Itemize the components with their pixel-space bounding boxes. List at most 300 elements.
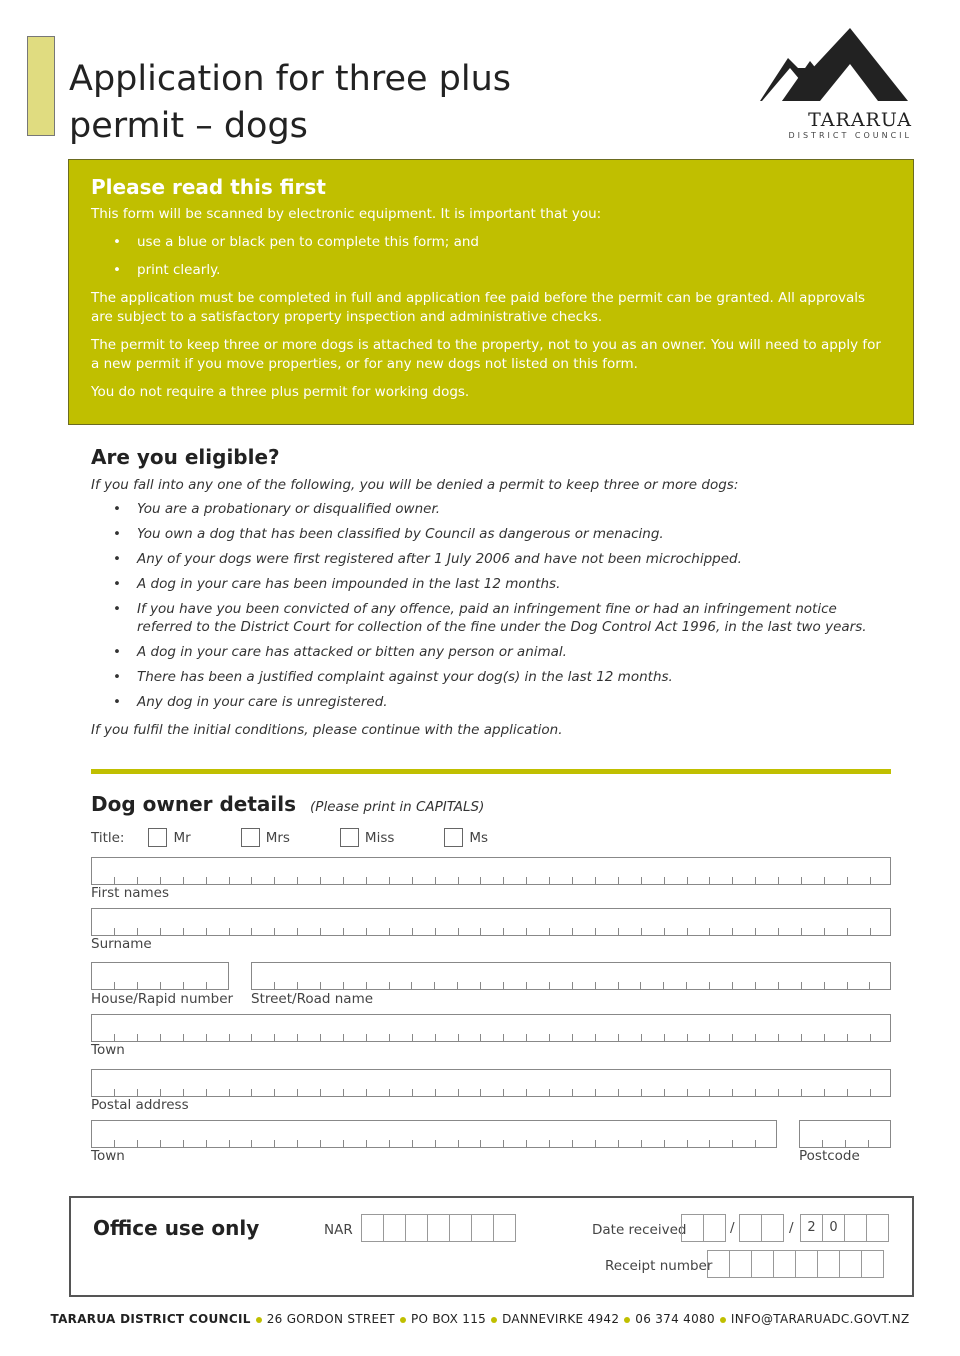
comb-tick (389, 1140, 390, 1147)
comb-tick (320, 928, 321, 935)
comb-tick (664, 1034, 665, 1041)
comb-tick (503, 1140, 504, 1147)
comb-tick (732, 877, 733, 884)
comb-tick (847, 1089, 848, 1096)
comb-tick (801, 928, 802, 935)
comb-tick (640, 982, 641, 989)
char-box[interactable] (795, 1250, 818, 1278)
eligibility-item: • A dog in your care has been impounded in the last 12 months. (113, 575, 891, 593)
comb-tick (229, 928, 230, 935)
comb-tick (618, 1034, 619, 1041)
comb-tick (641, 877, 642, 884)
house-number-input[interactable] (91, 962, 229, 990)
comb-tick (320, 1089, 321, 1096)
council-logo (760, 28, 912, 140)
title-option-ms[interactable] (444, 828, 488, 847)
comb-tick (870, 928, 871, 935)
comb-tick (206, 1140, 207, 1147)
eligibility-item: • You are a probationary or disqualified owner. (113, 500, 891, 518)
eligibility-item: • If you have you been convicted of any offence, paid an infringement fine or had an infringement notice referred to the District Court for collection of the fine under the Dog Control Act 1996, in the last two years. (113, 600, 891, 636)
page-title (69, 56, 589, 150)
char-box[interactable] (427, 1214, 450, 1242)
comb-tick (480, 1034, 481, 1041)
postcode-input[interactable] (799, 1120, 891, 1148)
postcode-label: Postcode (799, 1148, 860, 1164)
comb-tick (595, 928, 596, 935)
comb-tick (320, 1034, 321, 1041)
comb-tick (183, 1034, 184, 1041)
comb-tick (732, 1140, 733, 1147)
owner-heading: Dog owner details (91, 792, 297, 816)
comb-tick (824, 1034, 825, 1041)
comb-tick (755, 982, 756, 989)
footer-email: INFO@TARARUADC.GOVT.NZ (730, 1312, 910, 1326)
checkbox[interactable] (241, 828, 260, 847)
comb-tick (618, 1140, 619, 1147)
comb-tick (709, 877, 710, 884)
comb-tick (389, 1089, 390, 1096)
comb-tick (870, 1089, 871, 1096)
comb-tick (732, 928, 733, 935)
comb-tick (822, 1140, 823, 1147)
eligibility-item: • There has been a justified complaint against your dog(s) in the last 12 months. (113, 668, 891, 686)
comb-tick (251, 928, 252, 935)
comb-tick (663, 982, 664, 989)
comb-tick (297, 1089, 298, 1096)
comb-tick (549, 877, 550, 884)
comb-tick (389, 877, 390, 884)
comb-tick (801, 1034, 802, 1041)
comb-tick (870, 877, 871, 884)
logo-name: TARARUA (808, 109, 912, 131)
comb-tick (183, 877, 184, 884)
title-line-2: permit – dogs (69, 106, 308, 146)
char-box[interactable] (707, 1250, 730, 1278)
comb-tick (687, 877, 688, 884)
comb-tick (549, 928, 550, 935)
comb-tick (503, 928, 504, 935)
comb-tick (595, 1034, 596, 1041)
comb-tick (458, 1140, 459, 1147)
comb-tick (778, 877, 779, 884)
comb-tick (755, 928, 756, 935)
comb-tick (709, 1140, 710, 1147)
eligibility-heading: Are you eligible? (91, 445, 280, 469)
comb-tick (458, 928, 459, 935)
char-box[interactable] (817, 1250, 840, 1278)
comb-tick (366, 1089, 367, 1096)
checkbox[interactable] (340, 828, 359, 847)
intro-bullet: • use a blue or black pen to complete this form; and (113, 233, 891, 252)
char-box[interactable] (729, 1250, 752, 1278)
comb-tick (845, 1140, 846, 1147)
comb-tick (297, 928, 298, 935)
comb-tick (343, 1034, 344, 1041)
comb-tick (114, 1034, 115, 1041)
comb-tick (206, 1089, 207, 1096)
comb-tick (412, 877, 413, 884)
comb-tick (137, 1089, 138, 1096)
comb-tick (435, 877, 436, 884)
comb-tick (778, 1089, 779, 1096)
comb-tick (778, 928, 779, 935)
title-option-miss[interactable] (340, 828, 394, 847)
char-box[interactable] (493, 1214, 516, 1242)
comb-tick (664, 1089, 665, 1096)
eligibility-item: • Any dog in your care is unregistered. (113, 693, 891, 711)
comb-tick (251, 877, 252, 884)
comb-tick (755, 1140, 756, 1147)
comb-tick (435, 1034, 436, 1041)
comb-tick (595, 1089, 596, 1096)
comb-tick (572, 928, 573, 935)
logo-subtitle: DISTRICT COUNCIL (788, 131, 912, 140)
intro-bullet: • print clearly. (113, 261, 891, 280)
footer-street: 26 GORDON STREET (266, 1312, 395, 1326)
comb-tick (549, 982, 550, 989)
surname-input[interactable] (91, 908, 891, 936)
char-box[interactable] (866, 1214, 889, 1242)
comb-tick (366, 1034, 367, 1041)
comb-tick (732, 1089, 733, 1096)
intro-heading: Please read this first (91, 175, 326, 199)
char-box[interactable] (839, 1250, 862, 1278)
comb-tick (549, 1140, 550, 1147)
comb-tick (297, 1034, 298, 1041)
office-heading: Office use only (93, 1216, 260, 1240)
comb-tick (618, 1089, 619, 1096)
comb-tick (251, 1089, 252, 1096)
char-box[interactable] (739, 1214, 762, 1242)
accent-bar (27, 36, 55, 136)
comb-tick (869, 982, 870, 989)
comb-tick (297, 877, 298, 884)
comb-tick (458, 1034, 459, 1041)
office-use-panel (69, 1196, 914, 1297)
nar-boxes[interactable] (362, 1214, 516, 1242)
comb-tick (526, 1140, 527, 1147)
comb-tick (480, 1089, 481, 1096)
receipt-number-label: Receipt number (605, 1258, 713, 1274)
comb-tick (824, 1089, 825, 1096)
comb-tick (160, 982, 161, 989)
comb-tick (183, 1140, 184, 1147)
eligibility-lead: If you fall into any one of the following, you will be denied a permit to keep three or more dogs: (91, 477, 739, 493)
comb-tick (687, 1140, 688, 1147)
comb-tick (114, 1089, 115, 1096)
comb-tick (641, 1140, 642, 1147)
char-box[interactable] (471, 1214, 494, 1242)
date-month-boxes[interactable] (740, 1214, 784, 1242)
comb-tick (664, 1140, 665, 1147)
comb-tick (709, 1034, 710, 1041)
comb-tick (778, 1034, 779, 1041)
comb-tick (641, 1089, 642, 1096)
char-box[interactable]: 2 (800, 1214, 823, 1242)
comb-tick (618, 928, 619, 935)
surname-label: Surname (91, 936, 152, 952)
postal-town-label: Town (91, 1148, 125, 1164)
comb-tick (435, 1089, 436, 1096)
date-day-boxes[interactable] (682, 1214, 726, 1242)
option-label: Ms (469, 829, 489, 846)
bullet-dot-icon (491, 1317, 497, 1323)
comb-tick (343, 1140, 344, 1147)
comb-tick (801, 1089, 802, 1096)
comb-tick (755, 1034, 756, 1041)
char-box[interactable] (761, 1214, 784, 1242)
footer (0, 1312, 960, 1326)
comb-tick (160, 1089, 161, 1096)
comb-tick (297, 982, 298, 989)
checkbox[interactable] (444, 828, 463, 847)
comb-tick (137, 982, 138, 989)
section-divider (91, 769, 891, 774)
option-label: Mr (173, 829, 191, 846)
comb-tick (824, 928, 825, 935)
comb-tick (206, 928, 207, 935)
receipt-number-boxes[interactable] (708, 1250, 884, 1278)
comb-tick (847, 877, 848, 884)
comb-tick (183, 1089, 184, 1096)
comb-tick (206, 1034, 207, 1041)
house-number-label: House/Rapid number (91, 991, 234, 1007)
comb-tick (549, 1089, 550, 1096)
footer-pobox: PO BOX 115 (410, 1312, 487, 1326)
comb-tick (274, 928, 275, 935)
char-box[interactable] (383, 1214, 406, 1242)
comb-tick (709, 1089, 710, 1096)
comb-tick (297, 1140, 298, 1147)
comb-tick (595, 877, 596, 884)
comb-tick (595, 1140, 596, 1147)
comb-tick (732, 1034, 733, 1041)
comb-tick (664, 928, 665, 935)
checkbox[interactable] (148, 828, 167, 847)
comb-tick (183, 928, 184, 935)
comb-tick (686, 982, 687, 989)
comb-tick (526, 982, 527, 989)
comb-tick (778, 982, 779, 989)
footer-phone: 06 374 4080 (635, 1312, 715, 1326)
intro-text: You do not require a three plus permit for working dogs. (91, 384, 470, 400)
char-box[interactable]: 0 (822, 1214, 845, 1242)
nar-label: NAR (324, 1222, 353, 1238)
comb-tick (343, 928, 344, 935)
comb-tick (549, 1034, 550, 1041)
comb-tick (389, 1034, 390, 1041)
comb-tick (229, 1034, 230, 1041)
comb-tick (687, 1034, 688, 1041)
comb-tick (503, 877, 504, 884)
comb-tick (412, 1034, 413, 1041)
intro-text: The application must be completed in full and application fee paid before the permit can be granted. All approvals are subject to a satisfactory property inspection and administrative checks. (91, 290, 866, 325)
comb-tick (137, 877, 138, 884)
capitals-hint: (Please print in CAPITALS) (310, 799, 485, 815)
comb-tick (366, 982, 367, 989)
bullet-dot-icon (624, 1317, 630, 1323)
date-separator: / (789, 1220, 794, 1236)
comb-tick (687, 1089, 688, 1096)
comb-tick (572, 1089, 573, 1096)
comb-tick (320, 1140, 321, 1147)
comb-tick (526, 1034, 527, 1041)
comb-tick (572, 877, 573, 884)
comb-tick (870, 1034, 871, 1041)
comb-tick (618, 982, 619, 989)
comb-tick (868, 1140, 869, 1147)
comb-tick (274, 982, 275, 989)
comb-tick (274, 1140, 275, 1147)
comb-tick (274, 877, 275, 884)
mountain-logo-icon (760, 28, 912, 103)
char-box[interactable] (703, 1214, 726, 1242)
postal-town-input[interactable] (91, 1120, 777, 1148)
comb-tick (137, 928, 138, 935)
comb-tick (160, 928, 161, 935)
comb-tick (755, 1089, 756, 1096)
comb-tick (847, 982, 848, 989)
comb-tick (435, 928, 436, 935)
comb-tick (709, 928, 710, 935)
first-names-input[interactable] (91, 857, 891, 885)
comb-tick (343, 877, 344, 884)
intro-text: The permit to keep three or more dogs is attached to the property, not to you as an owner. You will need to apply for a new permit if you move properties, or for any new dogs not listed on this form. (91, 337, 881, 372)
eligibility-item: • Any of your dogs were first registered after 1 July 2006 and have not been microchipped. (113, 550, 891, 568)
comb-tick (229, 1089, 230, 1096)
date-year-boxes[interactable] (801, 1214, 889, 1242)
comb-tick (389, 928, 390, 935)
comb-tick (114, 982, 115, 989)
comb-tick (687, 928, 688, 935)
comb-tick (114, 1140, 115, 1147)
char-box[interactable] (361, 1214, 384, 1242)
comb-tick (206, 982, 207, 989)
char-box[interactable] (861, 1250, 884, 1278)
eligibility-section (91, 445, 891, 739)
footer-org: TARARUA DISTRICT COUNCIL (50, 1312, 251, 1326)
street-label: Street/Road name (251, 991, 374, 1007)
comb-tick (732, 982, 733, 989)
char-box[interactable] (405, 1214, 428, 1242)
bullet-dot-icon (720, 1317, 726, 1323)
comb-tick (572, 1034, 573, 1041)
bullet-dot-icon (400, 1317, 406, 1323)
comb-tick (435, 1140, 436, 1147)
comb-tick (572, 1140, 573, 1147)
comb-tick (824, 877, 825, 884)
comb-tick (709, 982, 710, 989)
comb-tick (320, 877, 321, 884)
comb-tick (114, 928, 115, 935)
comb-tick (251, 1034, 252, 1041)
comb-tick (458, 1089, 459, 1096)
comb-tick (503, 982, 504, 989)
comb-tick (480, 1140, 481, 1147)
town-input[interactable] (91, 1014, 891, 1042)
comb-tick (503, 1034, 504, 1041)
comb-tick (618, 877, 619, 884)
comb-tick (480, 877, 481, 884)
title-options (91, 828, 538, 847)
comb-tick (366, 1140, 367, 1147)
char-box[interactable] (844, 1214, 867, 1242)
comb-tick (664, 877, 665, 884)
intro-text: This form will be scanned by electronic equipment. It is important that you: (91, 206, 602, 222)
date-separator: / (730, 1220, 735, 1236)
comb-tick (343, 982, 344, 989)
comb-tick (458, 877, 459, 884)
comb-tick (366, 928, 367, 935)
title-option-mrs[interactable] (241, 828, 290, 847)
comb-tick (137, 1140, 138, 1147)
comb-tick (641, 1034, 642, 1041)
comb-tick (641, 928, 642, 935)
comb-tick (251, 1140, 252, 1147)
comb-tick (412, 1089, 413, 1096)
comb-tick (824, 982, 825, 989)
first-names-label: First names (91, 885, 170, 901)
comb-tick (503, 1089, 504, 1096)
comb-tick (801, 982, 802, 989)
comb-tick (183, 982, 184, 989)
comb-tick (411, 982, 412, 989)
comb-tick (526, 928, 527, 935)
comb-tick (434, 982, 435, 989)
town-label: Town (91, 1042, 125, 1058)
eligibility-item: • You own a dog that has been classified by Council as dangerous or menacing. (113, 525, 891, 543)
read-first-panel (68, 159, 914, 425)
comb-tick (572, 982, 573, 989)
comb-tick (274, 1089, 275, 1096)
comb-tick (160, 1140, 161, 1147)
comb-tick (366, 877, 367, 884)
title-line-1: Application for three plus (69, 59, 512, 99)
comb-tick (847, 1034, 848, 1041)
comb-tick (343, 1089, 344, 1096)
street-input[interactable] (251, 962, 891, 990)
char-box[interactable] (681, 1214, 704, 1242)
comb-tick (160, 1034, 161, 1041)
title-option-mr[interactable] (148, 828, 190, 847)
comb-tick (137, 1034, 138, 1041)
comb-tick (114, 877, 115, 884)
postal-address-label: Postal address (91, 1097, 189, 1113)
comb-tick (755, 877, 756, 884)
comb-tick (595, 982, 596, 989)
comb-tick (480, 982, 481, 989)
postal-address-input[interactable] (91, 1069, 891, 1097)
bullet-dot-icon (256, 1317, 262, 1323)
comb-tick (412, 1140, 413, 1147)
char-box[interactable] (773, 1250, 796, 1278)
date-received-label: Date received (592, 1222, 687, 1238)
footer-city: DANNEVIRKE 4942 (502, 1312, 620, 1326)
comb-tick (526, 877, 527, 884)
comb-tick (160, 877, 161, 884)
option-label: Miss (364, 829, 395, 846)
eligibility-closing: If you fulfil the initial conditions, please continue with the application. (91, 722, 563, 738)
owner-heading-row (91, 792, 484, 816)
comb-tick (480, 928, 481, 935)
comb-tick (801, 877, 802, 884)
char-box[interactable] (751, 1250, 774, 1278)
comb-tick (457, 982, 458, 989)
char-box[interactable] (449, 1214, 472, 1242)
comb-tick (526, 1089, 527, 1096)
comb-tick (274, 1034, 275, 1041)
eligibility-item: • A dog in your care has attacked or bitten any person or animal. (113, 643, 891, 661)
